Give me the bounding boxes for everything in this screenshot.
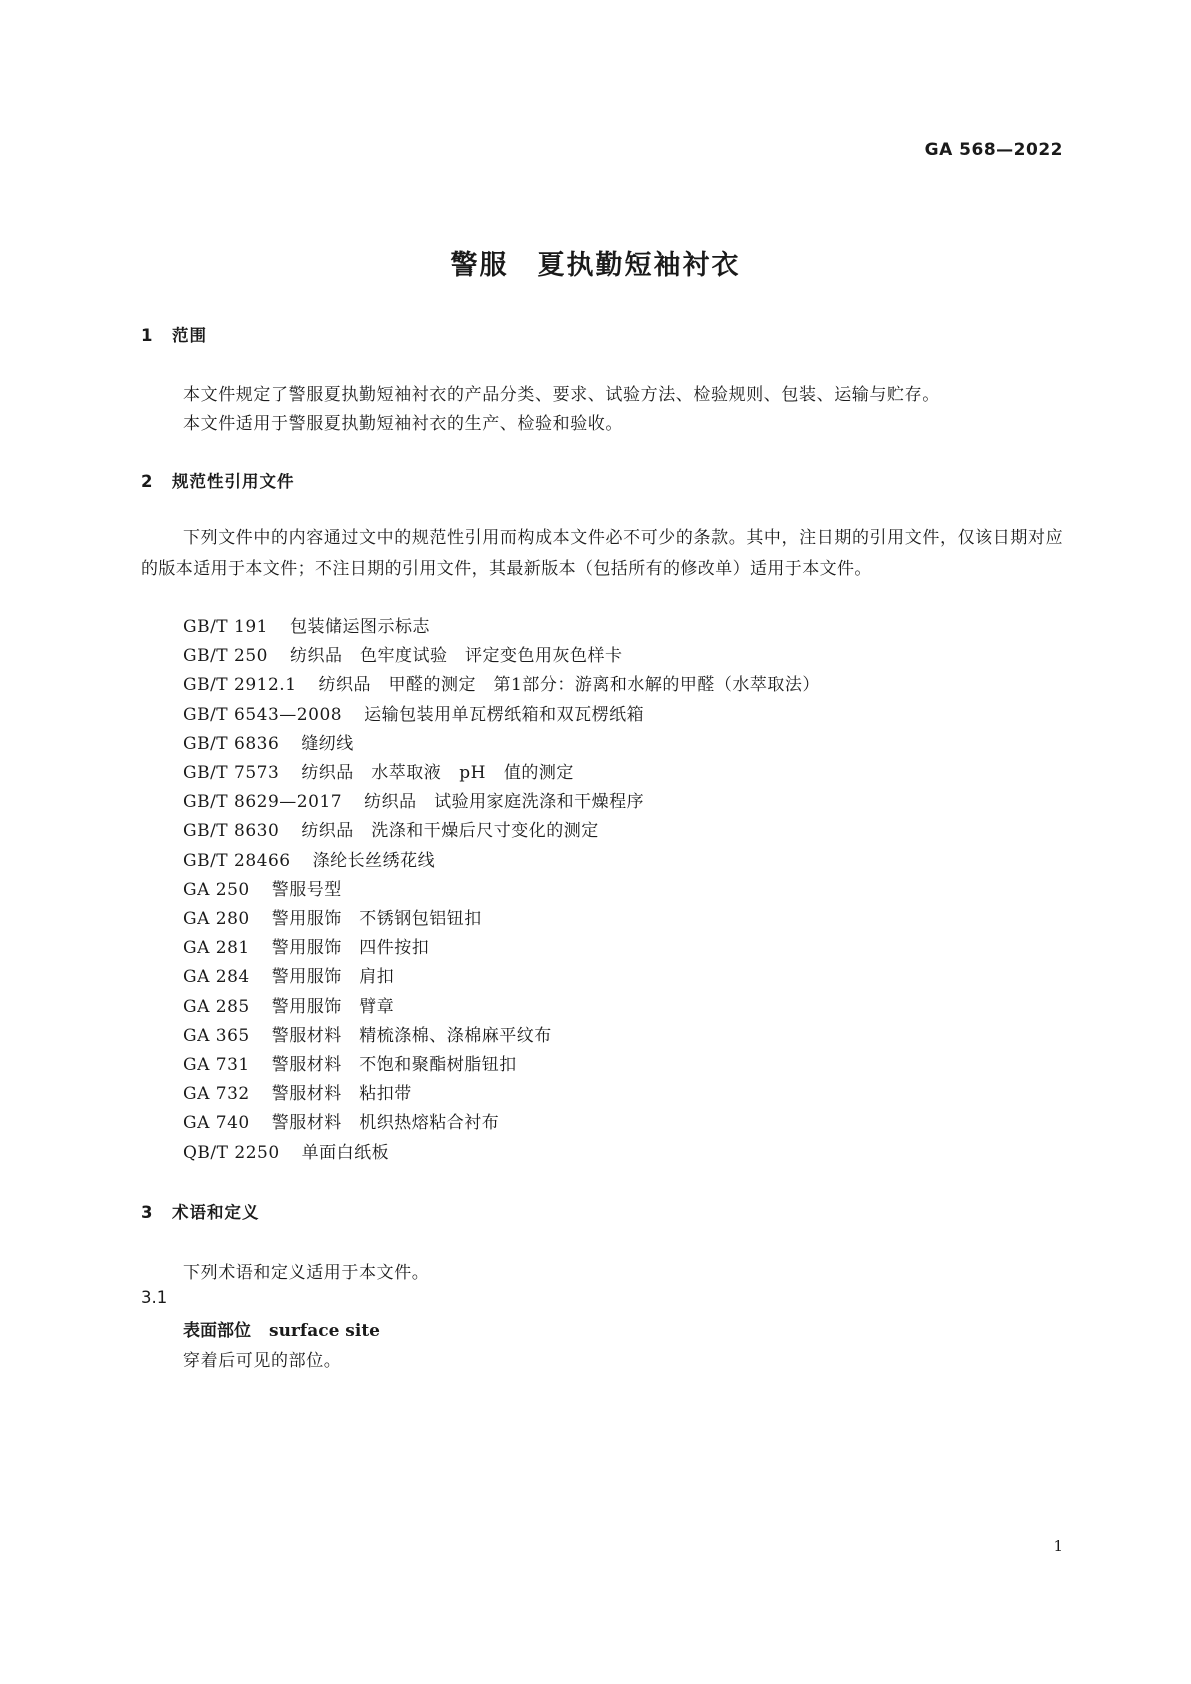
- standard-code: GA 568—2022: [924, 140, 1063, 160]
- reference-title: 警服材料 机织热熔粘合衬布: [271, 1113, 500, 1134]
- section-title: 规范性引用文件: [172, 472, 295, 491]
- reference-item: [183, 1079, 412, 1104]
- reference-item: [183, 641, 623, 666]
- reference-item: [183, 612, 430, 637]
- reference-title: 警用服饰 不锈钢包铝钮扣: [271, 909, 482, 929]
- reference-item: [183, 1108, 499, 1133]
- reference-code: GB/T 28466: [183, 850, 291, 871]
- reference-item: [183, 962, 394, 987]
- reference-code: GA 250: [183, 879, 250, 900]
- reference-title: 单面白纸板: [301, 1142, 390, 1163]
- reference-code: GA 285: [183, 996, 250, 1017]
- reference-title: 警服材料 粘扣带: [271, 1084, 412, 1105]
- term-chinese: 表面部位: [183, 1321, 251, 1341]
- reference-item: [183, 992, 394, 1017]
- section-3-intro: 下列术语和定义适用于本文件。: [183, 1263, 430, 1283]
- reference-code: GB/T 6543—2008: [183, 704, 343, 725]
- reference-code: GB/T 250: [183, 646, 268, 667]
- reference-item: [183, 787, 644, 812]
- reference-item: [183, 846, 435, 871]
- reference-code: GA 365: [183, 1025, 250, 1046]
- reference-item: [183, 729, 354, 754]
- reference-code: GA 284: [183, 967, 250, 988]
- term-heading: [183, 1316, 380, 1341]
- reference-title: 纺织品 试验用家庭洗涤和干燥程序: [364, 792, 645, 813]
- term-definition: 穿着后可见的部位。: [183, 1351, 342, 1371]
- reference-item: [183, 875, 342, 900]
- reference-title: 警服号型: [271, 879, 342, 900]
- paragraph: 本文件规定了警服夏执勤短袖衬衣的产品分类、要求、试验方法、检验规则、包装、运输与贮存。: [183, 385, 940, 405]
- reference-code: GA 740: [183, 1113, 250, 1134]
- term-english: surface site: [269, 1321, 380, 1341]
- reference-item: [183, 1050, 517, 1075]
- reference-title: 警用服饰 臂章: [271, 996, 395, 1017]
- reference-item: [183, 670, 820, 695]
- section-2-heading: [141, 468, 295, 492]
- reference-code: GA 732: [183, 1084, 250, 1105]
- reference-item: [183, 933, 429, 958]
- section-number: 3: [141, 1203, 154, 1222]
- paragraph: 本文件适用于警服夏执勤短袖衬衣的生产、检验和验收。: [183, 414, 623, 434]
- reference-item: [183, 816, 599, 841]
- term-number: 3.1: [141, 1288, 168, 1307]
- reference-title: 警服材料 精梳涤棉、涤棉麻平纹布: [271, 1025, 552, 1046]
- reference-title: 纺织品 洗涤和干燥后尺寸变化的测定: [301, 821, 599, 842]
- reference-item: [183, 700, 644, 725]
- reference-code: GB/T 8629—2017: [183, 792, 343, 813]
- reference-code: GA 731: [183, 1055, 250, 1075]
- reference-title: 涤纶长丝绣花线: [312, 850, 436, 871]
- section-number: 1: [141, 326, 154, 345]
- reference-title: 包装储运图示标志: [290, 617, 430, 637]
- reference-code: GB/T 6836: [183, 733, 280, 754]
- section-2-intro: 下列文件中的内容通过文中的规范性引用而构成本文件必不可少的条款。其中，注日期的引用文件，仅该日期对应的版本适用于本文件；不注日期的引用文件，其最新版本（包括所有的修改单）适用于本文件。: [141, 528, 1063, 579]
- reference-title: 缝纫线: [301, 733, 354, 754]
- document-title: 警服 夏执勤短袖衬衣: [450, 250, 741, 281]
- section-3-heading: [141, 1199, 260, 1223]
- section-number: 2: [141, 472, 154, 491]
- reference-item: [183, 1138, 389, 1163]
- section-1-heading: [141, 322, 207, 346]
- page-number: 1: [1053, 1537, 1063, 1555]
- reference-item: [183, 758, 574, 783]
- reference-title: 纺织品 甲醛的测定 第1部分：游离和水解的甲醛（水萃取法）: [318, 675, 820, 696]
- reference-title: 纺织品 水萃取液 pH 值的测定: [301, 763, 574, 783]
- reference-title: 警用服饰 肩扣: [271, 967, 395, 988]
- reference-item: [183, 1021, 552, 1046]
- section-title: 范围: [172, 326, 207, 345]
- reference-title: 警用服饰 四件按扣: [271, 938, 430, 959]
- reference-code: GB/T 8630: [183, 821, 280, 842]
- reference-title: 纺织品 色牢度试验 评定变色用灰色样卡: [290, 646, 623, 667]
- reference-code: GA 280: [183, 909, 250, 929]
- reference-code: GB/T 2912.1: [183, 675, 297, 696]
- reference-code: QB/T 2250: [183, 1142, 280, 1163]
- reference-code: GA 281: [183, 938, 250, 959]
- reference-code: GB/T 7573: [183, 763, 280, 783]
- reference-title: 警服材料 不饱和聚酯树脂钮扣: [271, 1055, 517, 1075]
- reference-item: [183, 904, 482, 929]
- reference-title: 运输包装用单瓦楞纸箱和双瓦楞纸箱: [364, 704, 645, 725]
- reference-code: GB/T 191: [183, 617, 268, 637]
- section-title: 术语和定义: [172, 1203, 260, 1222]
